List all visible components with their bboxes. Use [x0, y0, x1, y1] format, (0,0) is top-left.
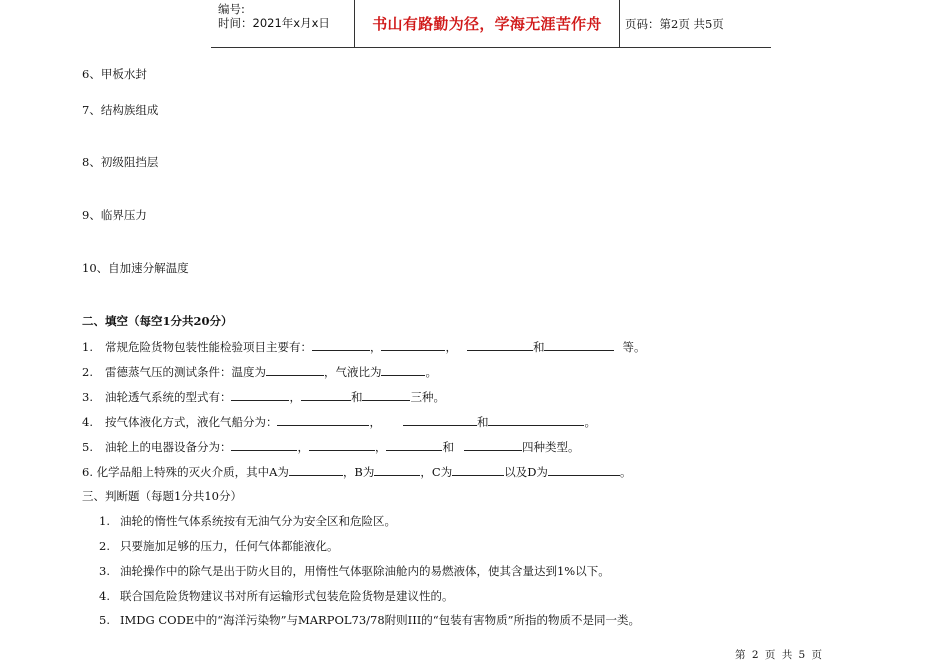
answer-blank[interactable]	[386, 438, 442, 451]
answer-blank[interactable]	[231, 388, 289, 401]
section-title-fill: 二、填空（每空1分共20分）	[82, 314, 233, 328]
question-number: 2.	[82, 365, 93, 379]
question-end: 。	[425, 365, 437, 379]
term-item: 9、临界压力	[82, 208, 147, 222]
answer-blank[interactable]	[381, 338, 445, 351]
question-text: ，C为	[420, 465, 453, 479]
question-text: 6. 化学品船上特殊的灭火介质，其中A为	[82, 465, 289, 479]
fill-question-2	[82, 363, 437, 380]
separator: 和	[350, 390, 363, 404]
question-number: 5.	[99, 613, 110, 627]
question-text: 油轮上的电器设备分为：	[104, 440, 232, 454]
question-text: 油轮的惰性气体系统按有无油气分为安全区和危险区。	[119, 514, 396, 528]
header-page-cell	[619, 0, 771, 47]
judge-item	[99, 588, 453, 604]
answer-blank[interactable]	[309, 438, 375, 451]
separator: 和	[532, 340, 545, 354]
answer-blank[interactable]	[467, 338, 533, 351]
answer-blank[interactable]	[301, 388, 351, 401]
separator: 和	[476, 415, 489, 429]
question-number: 4.	[99, 589, 110, 603]
question-end: 。	[584, 415, 596, 429]
question-number: 2.	[99, 539, 110, 553]
separator: ，	[369, 340, 382, 354]
page-footer: 第 2 页 共 5 页	[735, 649, 823, 661]
judge-item	[99, 563, 610, 579]
answer-blank[interactable]	[362, 388, 410, 401]
question-number: 5.	[82, 440, 93, 454]
answer-blank[interactable]	[488, 413, 584, 426]
question-text: 常规危险货物包装性能检验项目主要有：	[104, 340, 312, 354]
term-item: 7、结构族组成	[82, 103, 159, 117]
question-end: 。	[619, 465, 632, 479]
question-number: 4.	[82, 415, 93, 429]
term-item: 6、甲板水封	[82, 67, 147, 81]
page-header	[211, 0, 771, 48]
separator: ，	[374, 440, 387, 454]
answer-blank[interactable]	[312, 338, 370, 351]
judge-item	[99, 513, 396, 529]
header-info-cell	[211, 0, 354, 47]
separator: ，	[289, 390, 301, 404]
separator: ，	[369, 415, 381, 429]
judge-item	[99, 538, 338, 554]
header-motto-cell	[354, 0, 620, 47]
fill-question-3	[82, 388, 445, 405]
question-text: 只要施加足够的压力，任何气体都能液化。	[119, 539, 339, 553]
answer-blank[interactable]	[277, 413, 369, 426]
answer-blank[interactable]	[403, 413, 477, 426]
number-label: 编号:	[218, 2, 245, 16]
question-text: 油轮操作中的除气是出于防火目的，用惰性气体驱除油舱内的易燃液体，使其含量达到1%以下。	[119, 564, 610, 578]
answer-blank[interactable]	[231, 438, 297, 451]
answer-blank[interactable]	[452, 463, 504, 476]
question-end: 四种类型。	[521, 440, 580, 454]
question-number: 3.	[82, 390, 93, 404]
question-text: 以及D为	[504, 465, 548, 479]
question-number: 1.	[99, 514, 110, 528]
motto: 书山有路勤为径，学海无涯苦作舟	[372, 15, 602, 33]
question-number: 1.	[82, 340, 93, 354]
separator: 和	[442, 440, 454, 454]
fill-question-6	[82, 463, 631, 480]
answer-blank[interactable]	[374, 463, 420, 476]
answer-blank[interactable]	[544, 338, 614, 351]
fill-question-5	[82, 438, 579, 455]
question-end: 三种。	[410, 390, 445, 404]
question-text: ，气液比为	[323, 365, 382, 379]
question-text: 联合国危险货物建议书对所有运输形式包装危险货物是建议性的。	[119, 589, 454, 603]
page-info: 页码：第2页 共5页	[625, 16, 724, 31]
fill-question-1	[82, 338, 645, 355]
answer-blank[interactable]	[548, 463, 620, 476]
judge-item	[99, 612, 640, 628]
term-item: 8、初级阻挡层	[82, 155, 159, 169]
question-text: IMDG CODE中的“海洋污染物”与MARPOL73/78附则III的“包装有害物质”所指的物质不是同一类。	[119, 613, 641, 627]
question-text: 按气体液化方式，液化气船分为：	[104, 415, 278, 429]
question-text: ，B为	[342, 465, 375, 479]
answer-blank[interactable]	[464, 438, 522, 451]
answer-blank[interactable]	[289, 463, 343, 476]
question-end: 等。	[622, 340, 646, 354]
question-number: 3.	[99, 564, 110, 578]
question-text: 油轮透气系统的型式有：	[104, 390, 232, 404]
section-title-judge: 三、判断题（每题1分共10分）	[82, 489, 242, 503]
separator: ，	[297, 440, 309, 454]
fill-question-4	[82, 413, 596, 430]
term-item: 10、自加速分解温度	[82, 261, 189, 275]
answer-blank[interactable]	[266, 363, 324, 376]
answer-blank[interactable]	[381, 363, 425, 376]
separator: ，	[445, 340, 457, 354]
time-label: 时间：2021年x月x日	[218, 16, 330, 30]
question-text: 雷德蒸气压的测试条件：温度为	[104, 365, 266, 379]
